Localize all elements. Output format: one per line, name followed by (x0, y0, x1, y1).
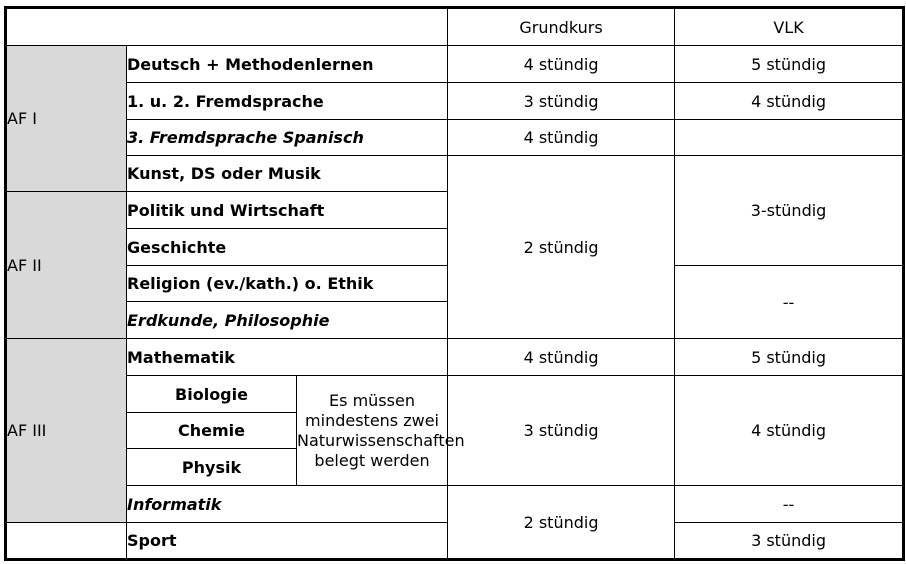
vlk-spanisch (675, 120, 904, 156)
vlk-kunst-bis-geschichte: 3-stündig (675, 156, 904, 266)
subject-sport: Sport (127, 523, 448, 560)
subject-erdkunde: Erdkunde, Philosophie (127, 302, 448, 339)
grundkurs-kunst-bis-erdkunde: 2 stündig (448, 156, 675, 339)
vlk-mathematik: 5 stündig (675, 339, 904, 376)
header-grundkurs: Grundkurs (448, 8, 675, 46)
subject-spanisch: 3. Fremdsprache Spanisch (127, 120, 448, 156)
grundkurs-informatik-sport: 2 stündig (448, 486, 675, 560)
subject-physik: Physik (127, 449, 297, 486)
table-row (6, 46, 904, 83)
af2-label: AF II (6, 192, 127, 339)
table-row (6, 120, 904, 156)
grundkurs-naturwiss: 3 stündig (448, 376, 675, 486)
course-table (4, 6, 905, 561)
grundkurs-mathematik: 4 stündig (448, 339, 675, 376)
vlk-religion-erdkunde: -- (675, 266, 904, 339)
grundkurs-deutsch: 4 stündig (448, 46, 675, 83)
subject-fremdsprache: 1. u. 2. Fremdsprache (127, 83, 448, 120)
subject-kunst: Kunst, DS oder Musik (127, 156, 448, 192)
subject-chemie: Chemie (127, 413, 297, 449)
grundkurs-spanisch: 4 stündig (448, 120, 675, 156)
vlk-naturwiss: 4 stündig (675, 376, 904, 486)
subject-informatik: Informatik (127, 486, 448, 523)
vlk-informatik: -- (675, 486, 904, 523)
subject-biologie: Biologie (127, 376, 297, 413)
subject-geschichte: Geschichte (127, 229, 448, 266)
note-line: Naturwissenschaften (297, 430, 465, 450)
table-row (6, 486, 904, 523)
naturwiss-note (297, 376, 465, 486)
af-blank-cell (6, 523, 127, 560)
af3-label: AF III (6, 339, 127, 523)
vlk-fremdsprache: 4 stündig (675, 83, 904, 120)
subject-deutsch: Deutsch + Methodenlernen (127, 46, 448, 83)
vlk-deutsch: 5 stündig (675, 46, 904, 83)
note-line: mindestens zwei (305, 410, 439, 430)
header-blank-cell (6, 8, 448, 46)
note-line: Es müssen (329, 390, 415, 410)
subject-mathematik: Mathematik (127, 339, 448, 376)
note-line: belegt werden (314, 450, 430, 470)
header-row (6, 8, 904, 46)
subject-religion: Religion (ev./kath.) o. Ethik (127, 266, 448, 302)
header-vlk: VLK (675, 8, 904, 46)
af1-label: AF I (6, 46, 127, 192)
vlk-sport: 3 stündig (675, 523, 904, 560)
table-row (6, 339, 904, 376)
grundkurs-fremdsprache: 3 stündig (448, 83, 675, 120)
table-row (6, 376, 904, 413)
subject-politik: Politik und Wirtschaft (127, 192, 448, 229)
table-row (6, 83, 904, 120)
table-row (6, 156, 904, 192)
